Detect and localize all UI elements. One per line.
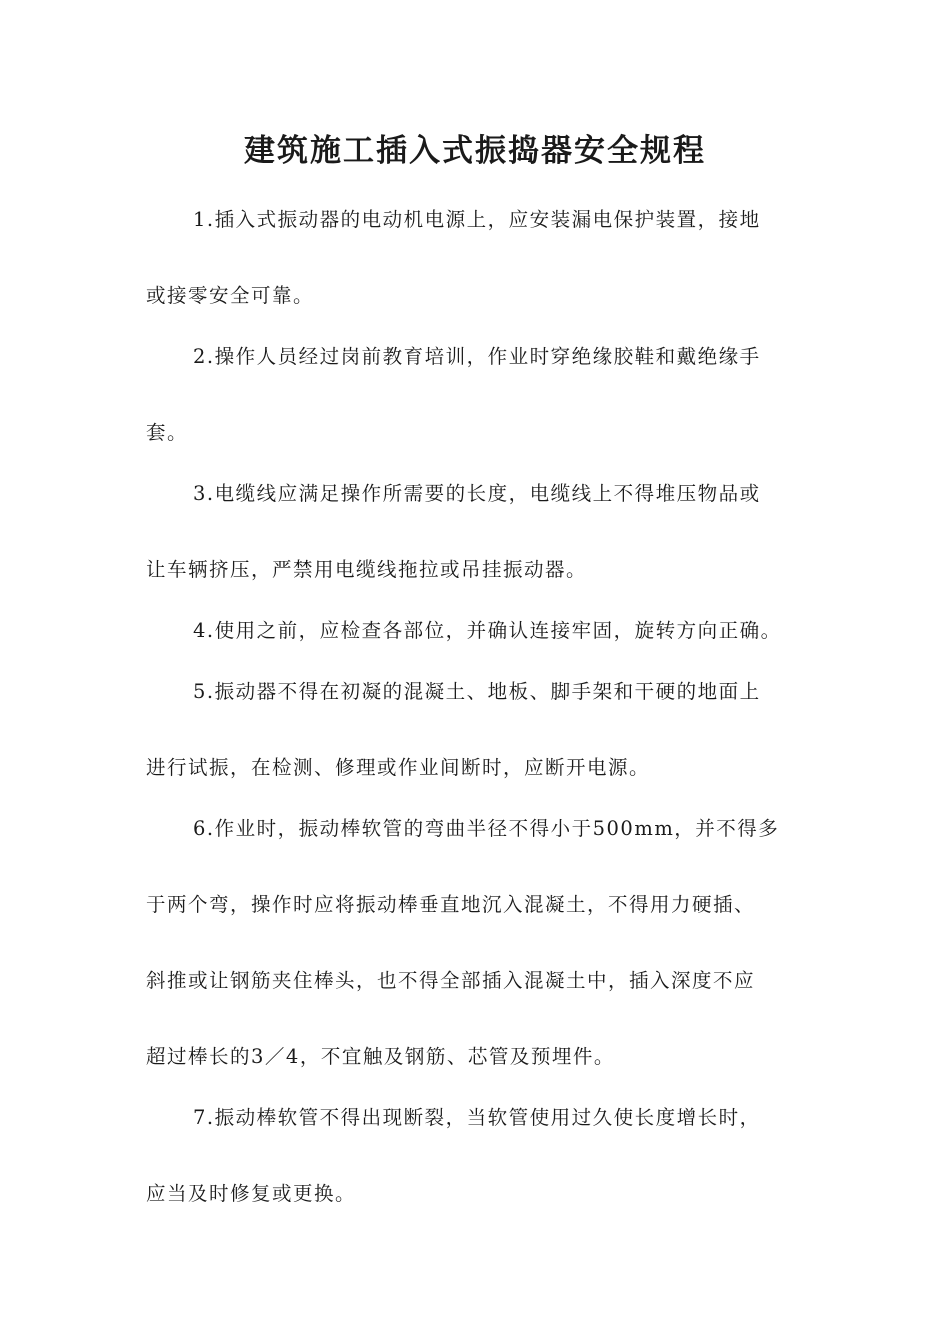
rule-1-line-1: 1.插入式振动器的电动机电源上，应安装漏电保护装置，接地: [193, 208, 761, 231]
rule-3-line-2: 让车辆挤压，严禁用电缆线拖拉或吊挂振动器。: [146, 558, 588, 581]
rule-1-line-2: 或接零安全可靠。: [146, 284, 315, 307]
rule-2-line-2: 套。: [146, 421, 189, 444]
rule-3-line-1: 3.电缆线应满足操作所需要的长度，电缆线上不得堆压物品或: [193, 482, 761, 505]
rule-5-line-1: 5.振动器不得在初凝的混凝土、地板、脚手架和干硬的地面上: [193, 680, 761, 703]
rule-6-line-1: 6.作业时，振动棒软管的弯曲半径不得小于500mm，并不得多: [193, 817, 780, 840]
rule-4-line-1: 4.使用之前，应检查各部位，并确认连接牢固，旋转方向正确。: [193, 619, 782, 642]
rule-6-line-3: 斜推或让钢筋夹住棒头，也不得全部插入混凝土中，插入深度不应: [146, 969, 756, 992]
rule-5-line-2: 进行试振，在检测、修理或作业间断时，应断开电源。: [146, 756, 651, 779]
rule-7-line-2: 应当及时修复或更换。: [146, 1182, 357, 1205]
rule-6-line-2: 于两个弯，操作时应将振动棒垂直地沉入混凝土，不得用力硬插、: [146, 893, 756, 916]
rule-6-line-4: 超过棒长的3／4，不宜触及钢筋、芯管及预埋件。: [146, 1045, 615, 1068]
document-title: 建筑施工插入式振捣器安全规程: [244, 133, 706, 169]
rule-2-line-1: 2.操作人员经过岗前教育培训，作业时穿绝缘胶鞋和戴绝缘手: [193, 345, 761, 368]
rule-7-line-1: 7.振动棒软管不得出现断裂，当软管使用过久使长度增长时，: [193, 1106, 761, 1129]
